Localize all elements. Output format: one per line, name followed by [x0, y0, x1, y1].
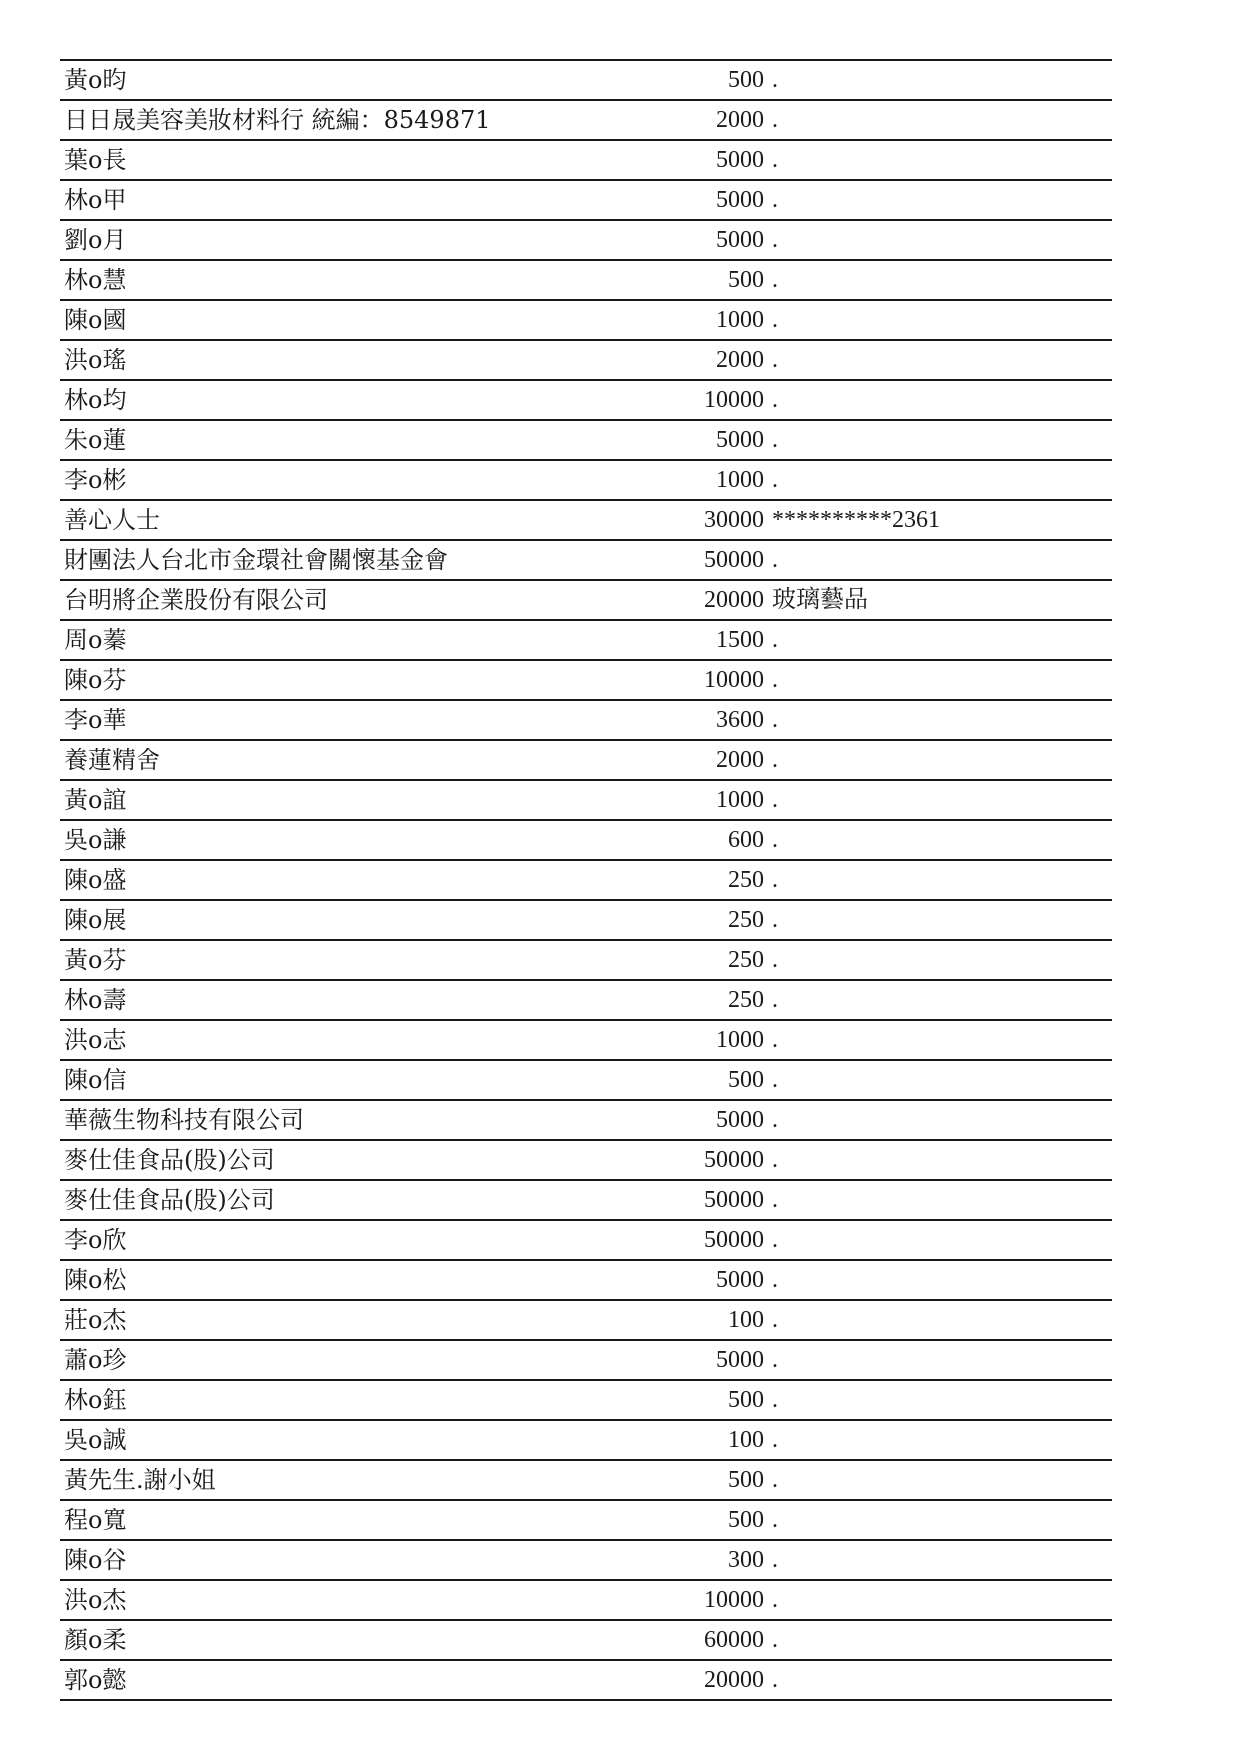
donation-amount: 30000	[704, 507, 764, 533]
donation-row	[60, 99, 1112, 139]
donation-note: .	[772, 667, 778, 693]
donation-note: .	[772, 747, 778, 773]
donation-amount: 2000	[716, 747, 764, 773]
donation-amount: 500	[728, 67, 764, 93]
donation-amount: 1000	[716, 787, 764, 813]
donor-name: 洪o瑤	[64, 348, 127, 372]
donation-row	[60, 1019, 1112, 1059]
donation-amount: 5000	[716, 227, 764, 253]
donation-amount: 1000	[716, 467, 764, 493]
donation-amount: 250	[728, 907, 764, 933]
donation-row	[60, 819, 1112, 859]
donation-row	[60, 139, 1112, 179]
donation-note: .	[772, 1667, 778, 1693]
donor-name: 林o均	[64, 388, 127, 412]
donation-note: .	[772, 1547, 778, 1573]
donation-amount: 500	[728, 1507, 764, 1533]
donation-amount: 50000	[704, 1187, 764, 1213]
donation-row	[60, 739, 1112, 779]
donation-amount: 300	[728, 1547, 764, 1573]
donor-name: 李o彬	[64, 468, 127, 492]
donor-name: 陳o谷	[64, 1548, 127, 1572]
donation-row	[60, 379, 1112, 419]
donation-row	[60, 1179, 1112, 1219]
donation-amount: 5000	[716, 1267, 764, 1293]
donation-amount: 50000	[704, 1147, 764, 1173]
donation-note: .	[772, 1347, 778, 1373]
donation-amount: 250	[728, 947, 764, 973]
donation-amount: 20000	[704, 1667, 764, 1693]
donation-amount: 100	[728, 1307, 764, 1333]
donation-note: .	[772, 787, 778, 813]
donation-note: .	[772, 827, 778, 853]
donation-note: .	[772, 1227, 778, 1253]
donor-name: 養蓮精舍	[64, 748, 160, 772]
donor-name: 林o壽	[64, 988, 127, 1012]
donation-row	[60, 699, 1112, 739]
donation-row	[60, 1339, 1112, 1379]
donation-amount: 20000	[704, 587, 764, 613]
donation-amount: 50000	[704, 547, 764, 573]
donation-amount: 250	[728, 987, 764, 1013]
donor-name: 陳o芬	[64, 668, 127, 692]
donor-name: 洪o杰	[64, 1588, 127, 1612]
donor-name: 麥仕佳食品(股)公司	[64, 1188, 275, 1212]
donation-row	[60, 499, 1112, 539]
donation-note: .	[772, 867, 778, 893]
donation-amount: 1500	[716, 627, 764, 653]
donation-note: .	[772, 1627, 778, 1653]
donor-name: 吳o謙	[64, 828, 127, 852]
donor-name: 黃o昀	[64, 68, 127, 92]
donation-row	[60, 1419, 1112, 1459]
donation-amount: 500	[728, 1067, 764, 1093]
donation-row	[60, 1059, 1112, 1099]
donation-amount: 50000	[704, 1227, 764, 1253]
donor-name: 洪o志	[64, 1028, 127, 1052]
donation-note: .	[772, 387, 778, 413]
donor-name: 財團法人台北市金環社會關懷基金會	[64, 548, 448, 572]
donation-amount: 60000	[704, 1627, 764, 1653]
donation-row	[60, 419, 1112, 459]
donation-note: .	[772, 1387, 778, 1413]
donation-note: .	[772, 1307, 778, 1333]
donation-note: .	[772, 347, 778, 373]
donor-name: 李o華	[64, 708, 127, 732]
donation-row	[60, 59, 1112, 99]
donation-note: .	[772, 227, 778, 253]
donation-amount: 5000	[716, 147, 764, 173]
donor-name: 黃o芬	[64, 948, 127, 972]
donation-note: .	[772, 1587, 778, 1613]
donor-name: 黃先生.謝小姐	[64, 1468, 216, 1492]
donation-row	[60, 979, 1112, 1019]
donation-amount: 250	[728, 867, 764, 893]
donation-row	[60, 899, 1112, 939]
donor-name: 華薇生物科技有限公司	[64, 1108, 304, 1132]
donation-note: .	[772, 467, 778, 493]
donor-name: 台明將企業股份有限公司	[64, 588, 328, 612]
donor-name: 程o寬	[64, 1508, 127, 1532]
donor-name: 林o慧	[64, 268, 127, 292]
donor-name: 日日晟美容美妝材料行 統編：8549871	[64, 108, 491, 132]
donation-amount: 10000	[704, 1587, 764, 1613]
donor-name: 陳o盛	[64, 868, 127, 892]
donation-row	[60, 339, 1112, 379]
donation-row	[60, 219, 1112, 259]
donor-name: 麥仕佳食品(股)公司	[64, 1148, 275, 1172]
donation-note: .	[772, 1067, 778, 1093]
donation-note: .	[772, 547, 778, 573]
donation-amount: 5000	[716, 427, 764, 453]
donation-row	[60, 459, 1112, 499]
donation-row	[60, 1619, 1112, 1659]
donor-name: 陳o信	[64, 1068, 127, 1092]
donation-row	[60, 1219, 1112, 1259]
donation-row	[60, 1379, 1112, 1419]
donation-row	[60, 939, 1112, 979]
donor-name: 顏o柔	[64, 1628, 127, 1652]
donation-amount: 10000	[704, 387, 764, 413]
donor-name: 吳o誠	[64, 1428, 127, 1452]
donation-note: .	[772, 1467, 778, 1493]
donation-row	[60, 1539, 1112, 1579]
donation-note: .	[772, 707, 778, 733]
donation-note: .	[772, 427, 778, 453]
donation-note: **********2361	[772, 507, 940, 533]
donation-note: .	[772, 107, 778, 133]
donation-note: 玻璃藝品	[772, 587, 868, 613]
donation-amount: 1000	[716, 307, 764, 333]
donation-note: .	[772, 1187, 778, 1213]
donor-name: 莊o杰	[64, 1308, 127, 1332]
donor-name: 郭o懿	[64, 1668, 127, 1692]
donation-row	[60, 1099, 1112, 1139]
donor-name: 葉o長	[64, 148, 127, 172]
donation-amount: 5000	[716, 1347, 764, 1373]
donation-note: .	[772, 987, 778, 1013]
donation-amount: 2000	[716, 107, 764, 133]
donation-note: .	[772, 187, 778, 213]
donation-amount: 500	[728, 1467, 764, 1493]
donor-name: 陳o展	[64, 908, 127, 932]
donation-note: .	[772, 1107, 778, 1133]
donation-amount: 100	[728, 1427, 764, 1453]
donation-row	[60, 859, 1112, 899]
donation-row	[60, 1659, 1112, 1701]
donation-row	[60, 659, 1112, 699]
donor-name: 周o蓁	[64, 628, 127, 652]
donation-row	[60, 179, 1112, 219]
donation-row	[60, 259, 1112, 299]
donor-name: 善心人士	[64, 508, 160, 532]
donation-note: .	[772, 1027, 778, 1053]
donation-row	[60, 1499, 1112, 1539]
donation-note: .	[772, 267, 778, 293]
donation-row	[60, 619, 1112, 659]
donor-name: 陳o松	[64, 1268, 127, 1292]
donation-amount: 5000	[716, 1107, 764, 1133]
donation-row	[60, 1299, 1112, 1339]
donation-row	[60, 299, 1112, 339]
donation-note: .	[772, 67, 778, 93]
donation-amount: 2000	[716, 347, 764, 373]
donation-note: .	[772, 627, 778, 653]
donation-amount: 500	[728, 267, 764, 293]
donation-note: .	[772, 1267, 778, 1293]
donation-row	[60, 779, 1112, 819]
donation-amount: 600	[728, 827, 764, 853]
donation-note: .	[772, 947, 778, 973]
donation-amount: 3600	[716, 707, 764, 733]
donation-row	[60, 1139, 1112, 1179]
donation-amount: 5000	[716, 187, 764, 213]
donation-note: .	[772, 147, 778, 173]
donor-name: 林o甲	[64, 188, 127, 212]
donor-name: 黃o誼	[64, 788, 127, 812]
donation-row	[60, 1259, 1112, 1299]
donation-amount: 10000	[704, 667, 764, 693]
donation-amount: 500	[728, 1387, 764, 1413]
donation-note: .	[772, 907, 778, 933]
donor-name: 陳o國	[64, 308, 127, 332]
donor-name: 朱o蓮	[64, 428, 127, 452]
donation-row	[60, 1579, 1112, 1619]
donation-note: .	[772, 1147, 778, 1173]
donation-amount: 1000	[716, 1027, 764, 1053]
donation-note: .	[772, 1507, 778, 1533]
donation-row	[60, 539, 1112, 579]
donation-row	[60, 1459, 1112, 1499]
donation-note: .	[772, 307, 778, 333]
donor-name: 林o鈺	[64, 1388, 127, 1412]
donation-note: .	[772, 1427, 778, 1453]
donor-name: 劉o月	[64, 228, 127, 252]
donation-row	[60, 579, 1112, 619]
donation-list	[60, 59, 1112, 1701]
donor-name: 李o欣	[64, 1228, 127, 1252]
donor-name: 蕭o珍	[64, 1348, 127, 1372]
